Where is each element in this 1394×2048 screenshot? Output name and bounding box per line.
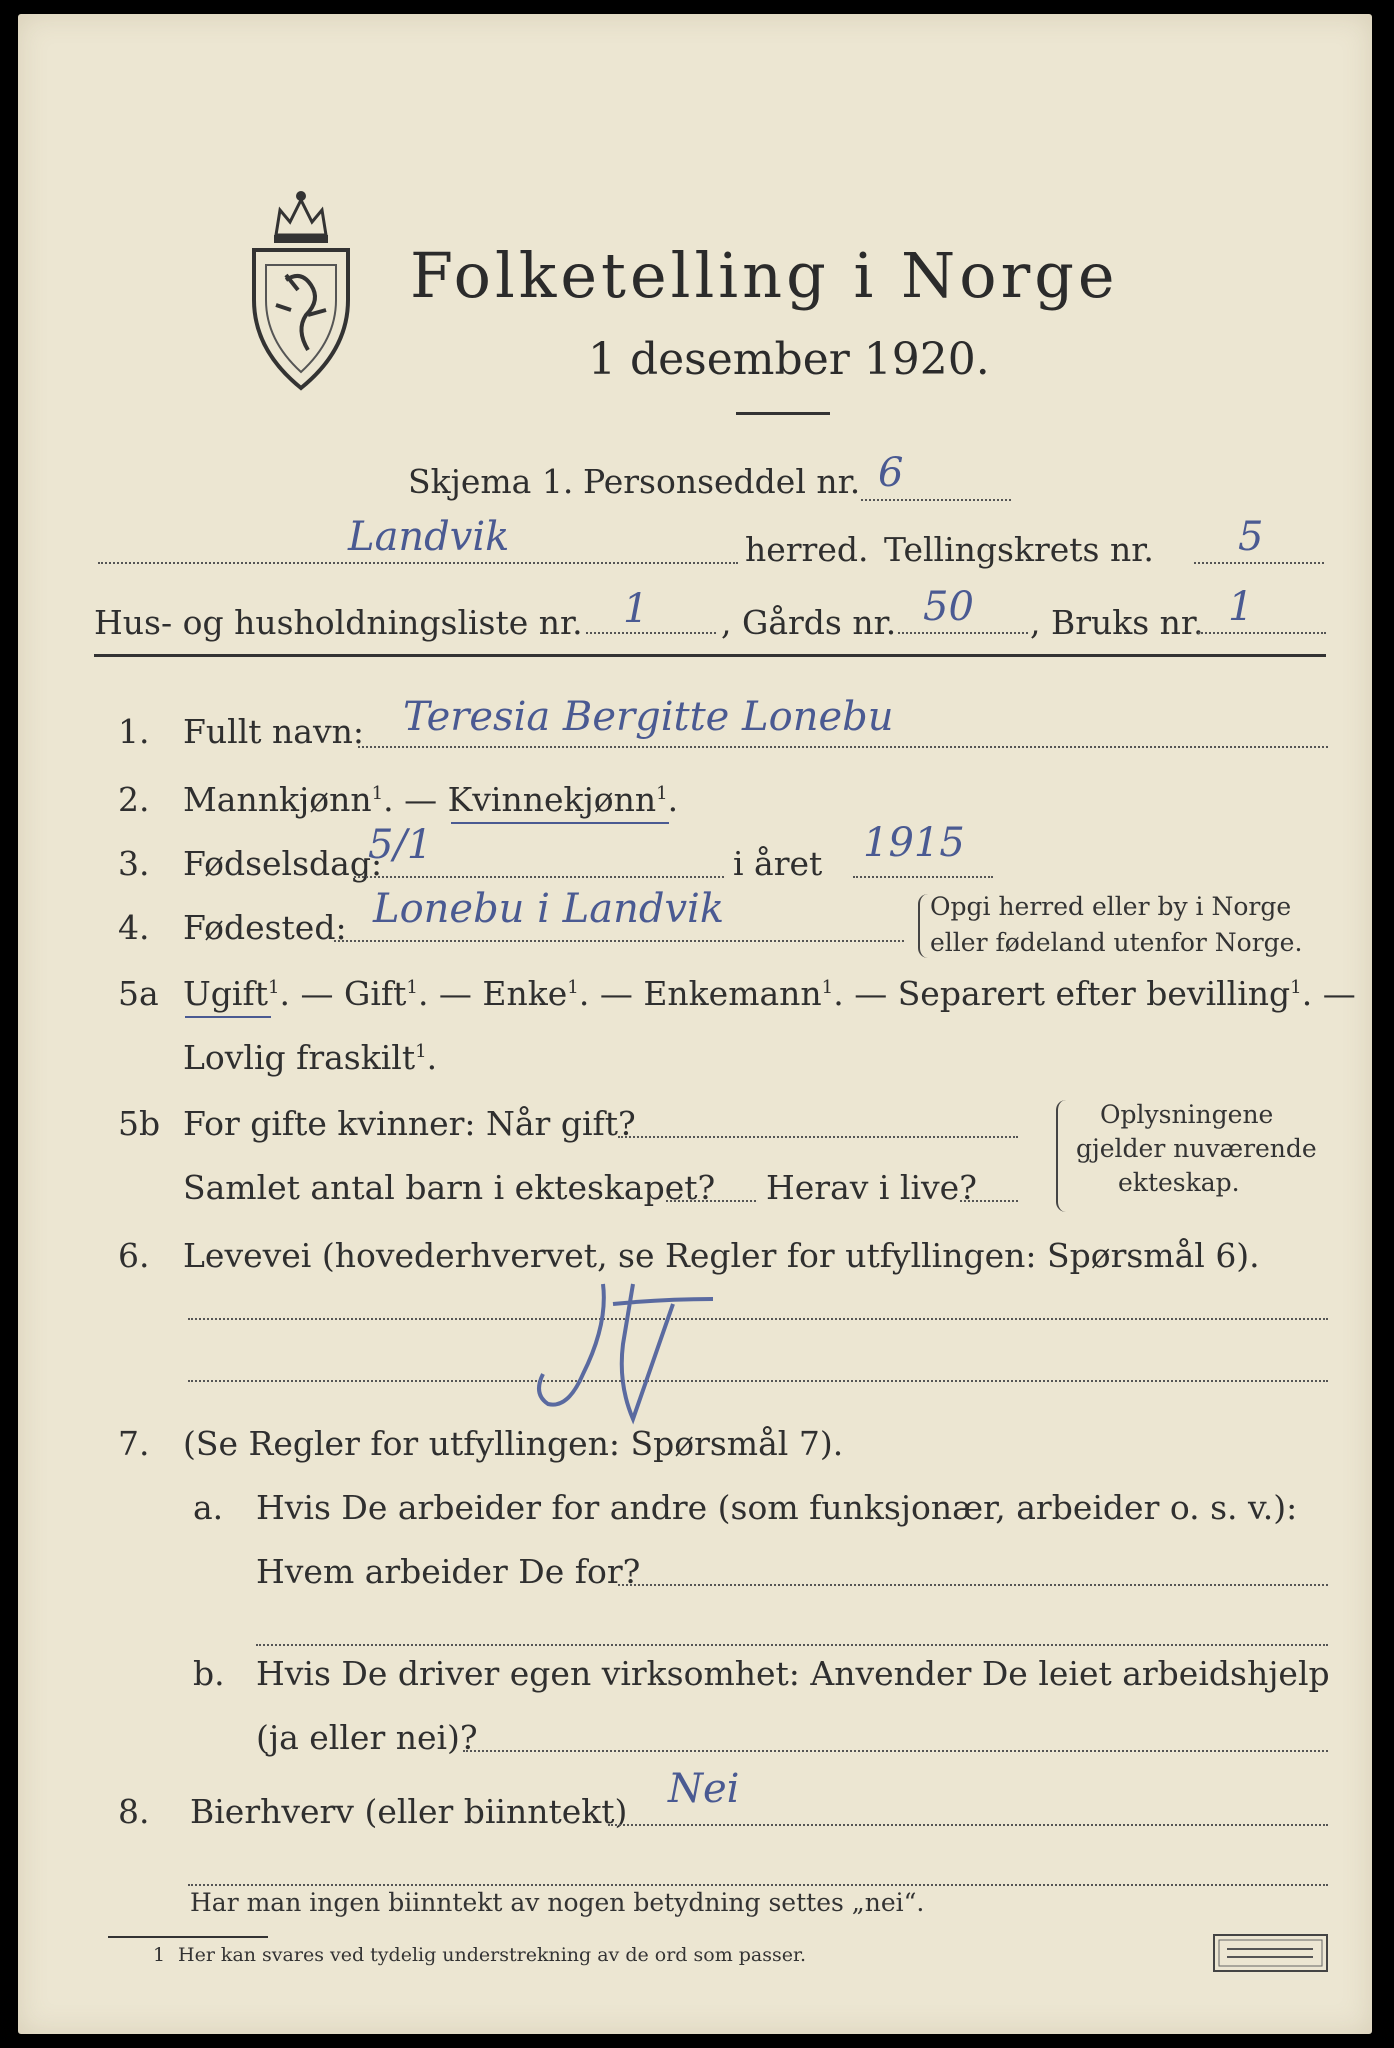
q5b-alive-line [960, 1200, 1018, 1202]
q5a-option-fraskilt[interactable]: Lovlig fraskilt$^1$. [183, 1038, 438, 1077]
tellingskrets-value[interactable]: 5 [1238, 514, 1264, 560]
q6-line2 [188, 1380, 1328, 1382]
q5a-option-enkemann[interactable]: Enkemann [643, 974, 822, 1013]
tellingskrets-label: Tellingskrets nr. [884, 530, 1154, 569]
q5b-note-line3: ekteskap. [1118, 1168, 1240, 1197]
q7a-line2 [256, 1644, 1328, 1646]
gards-line [898, 632, 1028, 634]
form-date: 1 desember 1920. [588, 334, 990, 385]
q3-year-value[interactable]: 1915 [863, 820, 965, 866]
q4-line [334, 940, 904, 942]
q7a-label: Hvis De arbeider for andre (som funksjonær, arbeider o. s. v.): [256, 1488, 1298, 1527]
q5b-brace [1056, 1100, 1068, 1212]
q1-line [358, 746, 1328, 748]
q7a-letter: a. [193, 1488, 224, 1527]
q5b-married-label: For gifte kvinner: Når gift? [183, 1104, 636, 1143]
q5a-option-enke[interactable]: Enke [482, 974, 568, 1013]
personseddel-value[interactable]: 6 [878, 450, 904, 496]
q8-number: 8. [118, 1792, 150, 1831]
header-divider [94, 654, 1326, 657]
q5b-note-line2: gjelder nuværende [1076, 1134, 1317, 1163]
q6-number: 6. [118, 1236, 150, 1275]
q1-value[interactable]: Teresia Bergitte Lonebu [403, 694, 894, 740]
bruks-value[interactable]: 1 [1228, 584, 1254, 630]
gards-label: , Gårds nr. [721, 603, 897, 642]
q3-label: Fødselsdag: [183, 844, 383, 883]
q5b-number: 5b [118, 1104, 161, 1143]
bruks-label: , Bruks nr. [1030, 603, 1204, 642]
personseddel-label: Personseddel nr. [583, 462, 861, 501]
q5a-option-ugift[interactable]: Ugift [183, 974, 268, 1013]
bruks-line [1198, 632, 1326, 634]
q8-label: Bierhverv (eller biinntekt) [190, 1792, 628, 1831]
form-title: Folketelling i Norge [410, 239, 1119, 312]
q7b-line [463, 1750, 1328, 1752]
title-divider [736, 412, 830, 415]
q2-selected-underline [451, 822, 669, 824]
q2-option-male[interactable]: Mannkjønn [183, 780, 372, 819]
q7a-line1 [618, 1584, 1328, 1586]
q7b-question: (ja eller nei)? [256, 1718, 478, 1757]
q6-handwritten-mark-icon[interactable] [523, 1264, 723, 1429]
q2-label: Mannkjønn$^1$. — Kvinnekjønn$^1$. [183, 780, 679, 819]
schema-label: Skjema 1. [408, 462, 574, 501]
q8-line2 [188, 1884, 1328, 1886]
q7a-question: Hvem arbeider De for? [256, 1552, 641, 1591]
q8-note: Har man ingen biinntekt av nogen betydning settes „nei“. [190, 1888, 925, 1917]
q7-number: 7. [118, 1424, 150, 1463]
husholdningsliste-label: Hus- og husholdningsliste nr. [94, 603, 583, 642]
q3-number: 3. [118, 844, 150, 883]
q3-year-line [853, 876, 993, 878]
q5b-children-line [666, 1200, 756, 1202]
husholdningsliste-value[interactable]: 1 [623, 586, 649, 632]
herred-line [98, 562, 738, 564]
q3-date-value[interactable]: 5/1 [368, 822, 433, 868]
q4-hint-line1: Opgi herred eller by i Norge [930, 892, 1292, 921]
q7b-letter: b. [193, 1654, 225, 1693]
q5a-number: 5a [118, 974, 159, 1013]
q4-brace [918, 894, 928, 958]
footnote-mark: 1 [153, 1944, 166, 1966]
q5b-married-line [618, 1136, 1018, 1138]
printer-stamp-icon [1213, 1934, 1328, 1972]
tellingskrets-line [1194, 562, 1324, 564]
q4-label: Fødested: [183, 908, 347, 947]
q5b-children-label: Samlet antal barn i ekteskapet? [183, 1168, 716, 1207]
q5a-selected-underline [185, 1016, 271, 1018]
q2-number: 2. [118, 780, 150, 819]
q2-option-female[interactable]: Kvinnekjønn [447, 780, 657, 819]
husholdningsliste-line [586, 632, 716, 634]
q4-value[interactable]: Lonebu i Landvik [373, 886, 725, 932]
q5a-option-separert[interactable]: Separert efter bevilling [897, 974, 1291, 1013]
q5a-option-gift[interactable]: Gift [344, 974, 407, 1013]
personseddel-line [861, 499, 1011, 501]
gards-value[interactable]: 50 [923, 584, 974, 630]
herred-value[interactable]: Landvik [348, 514, 510, 560]
q4-number: 4. [118, 908, 150, 947]
q5b-note-line1: Oplysningene [1100, 1100, 1274, 1129]
q3-year-label: i året [733, 844, 823, 883]
q8-value[interactable]: Nei [668, 1766, 740, 1812]
q6-label: Levevei (hovederhvervet, se Regler for utfyllingen: Spørsmål 6). [183, 1236, 1260, 1275]
herred-label: herred. [745, 530, 869, 569]
q3-date-line [354, 876, 724, 878]
q1-number: 1. [118, 712, 150, 751]
coat-of-arms-icon [246, 180, 356, 395]
q8-line1 [608, 1824, 1328, 1826]
census-form-sheet [18, 14, 1372, 2034]
q7b-label: Hvis De driver egen virksomhet: Anvender De leiet arbeidshjelp [256, 1654, 1330, 1693]
q7-label: (Se Regler for utfyllingen: Spørsmål 7). [183, 1424, 844, 1463]
footnote-text: Her kan svares ved tydelig understrekning av de ord som passer. [178, 1944, 807, 1966]
q6-line1 [188, 1318, 1328, 1320]
q4-hint-line2: eller fødeland utenfor Norge. [930, 928, 1303, 957]
q5b-alive-label: Herav i live? [766, 1168, 977, 1207]
q1-label: Fullt navn: [183, 712, 364, 751]
q5a-options: Ugift$^1$. — Gift$^1$. — Enke$^1$. — Enkemann$^1$. — Separert efter bevilling$^1$. — [183, 974, 1356, 1013]
footnote-divider [108, 1936, 268, 1938]
